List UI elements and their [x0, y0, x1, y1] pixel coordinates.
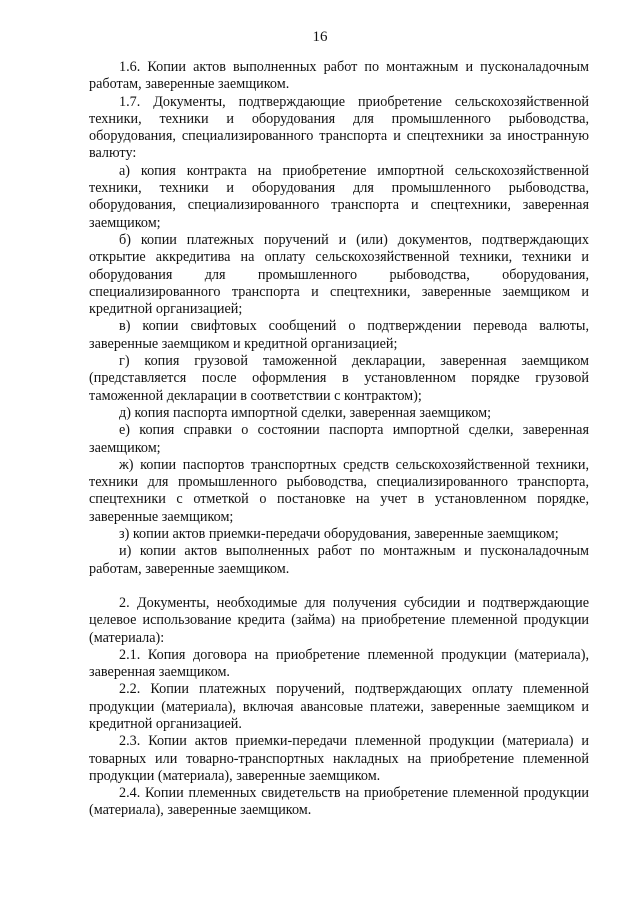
paragraph-2-3: 2.3. Копии актов приемки-передачи племенной продукции (материала) и товарных или товарно-транспортных накладных на приобретение племенной продукции (материала), заверенные заемщиком. — [89, 733, 589, 784]
paragraph-1-7: 1.7. Документы, подтверждающие приобретение сельскохозяйственной техники, техники и оборудования для промышленного рыбоводства, оборудования, специализированного транспорта и спецтехники за иностранную валюту: — [89, 93, 589, 162]
list-item-e: е) копия справки о состоянии паспорта импортной сделки, заверенная заемщиком; — [89, 422, 589, 456]
paragraph-2-2: 2.2. Копии платежных поручений, подтверждающих оплату племенной продукции (материала), включая авансовые платежи, заверенные заемщиком и кредитной организацией. — [89, 681, 589, 732]
list-item-v: в) копии свифтовых сообщений о подтверждении перевода валюты, заверенные заемщиком и кредитной организацией; — [89, 318, 589, 352]
list-item-i: и) копии актов выполненных работ по монтажным и пусконаладочным работам, заверенные заемщиком. — [89, 543, 589, 577]
list-item-z: з) копии актов приемки-передачи оборудования, заверенные заемщиком; — [119, 526, 559, 543]
page-number: 16 — [312, 29, 328, 45]
paragraph-1-6: 1.6. Копии актов выполненных работ по монтажным и пусконаладочным работам, заверенные заемщиком. — [89, 59, 589, 93]
list-item-g: г) копия грузовой таможенной декларации, заверенная заемщиком (представляется после оформления в установленном порядке грузовой таможенной декларации в соответствии с контрактом); — [89, 353, 589, 404]
section-2-heading: 2. Документы, необходимые для получения субсидии и подтверждающие целевое использование кредита (займа) на приобретение племенной продукции (материала): — [89, 594, 589, 646]
paragraph-2-1: 2.1. Копия договора на приобретение племенной продукции (материала), заверенная заемщиком. — [89, 646, 589, 681]
list-item-zh: ж) копии паспортов транспортных средств сельскохозяйственной техники, техники для промышленного рыбоводства, специализированного транспорта, спецтехники с отметкой о постановке на учет в установленном порядке, заверенные заемщиком; — [89, 456, 589, 525]
list-item-b: б) копии платежных поручений и (или) документов, подтверждающих открытие аккредитива на оплату сельскохозяйственной техники, техники и оборудования для промышленного рыбоводства, оборудования, специализированного транспорта и спецтехники, заверенные заемщиком и кредитной организацией; — [89, 231, 589, 318]
paragraph-2-4: 2.4. Копии племенных свидетельств на приобретение племенной продукции (материала), заверенные заемщиком. — [89, 785, 589, 819]
document-body — [89, 59, 589, 820]
list-item-a: а) копия контракта на приобретение импортной сельскохозяйственной техники, техники и оборудования для промышленного рыбоводства, оборудования, специализированного транспорта и спецтехники, заверенная заемщиком; — [89, 162, 589, 231]
list-item-d: д) копия паспорта импортной сделки, заверенная заемщиком; — [119, 404, 492, 421]
